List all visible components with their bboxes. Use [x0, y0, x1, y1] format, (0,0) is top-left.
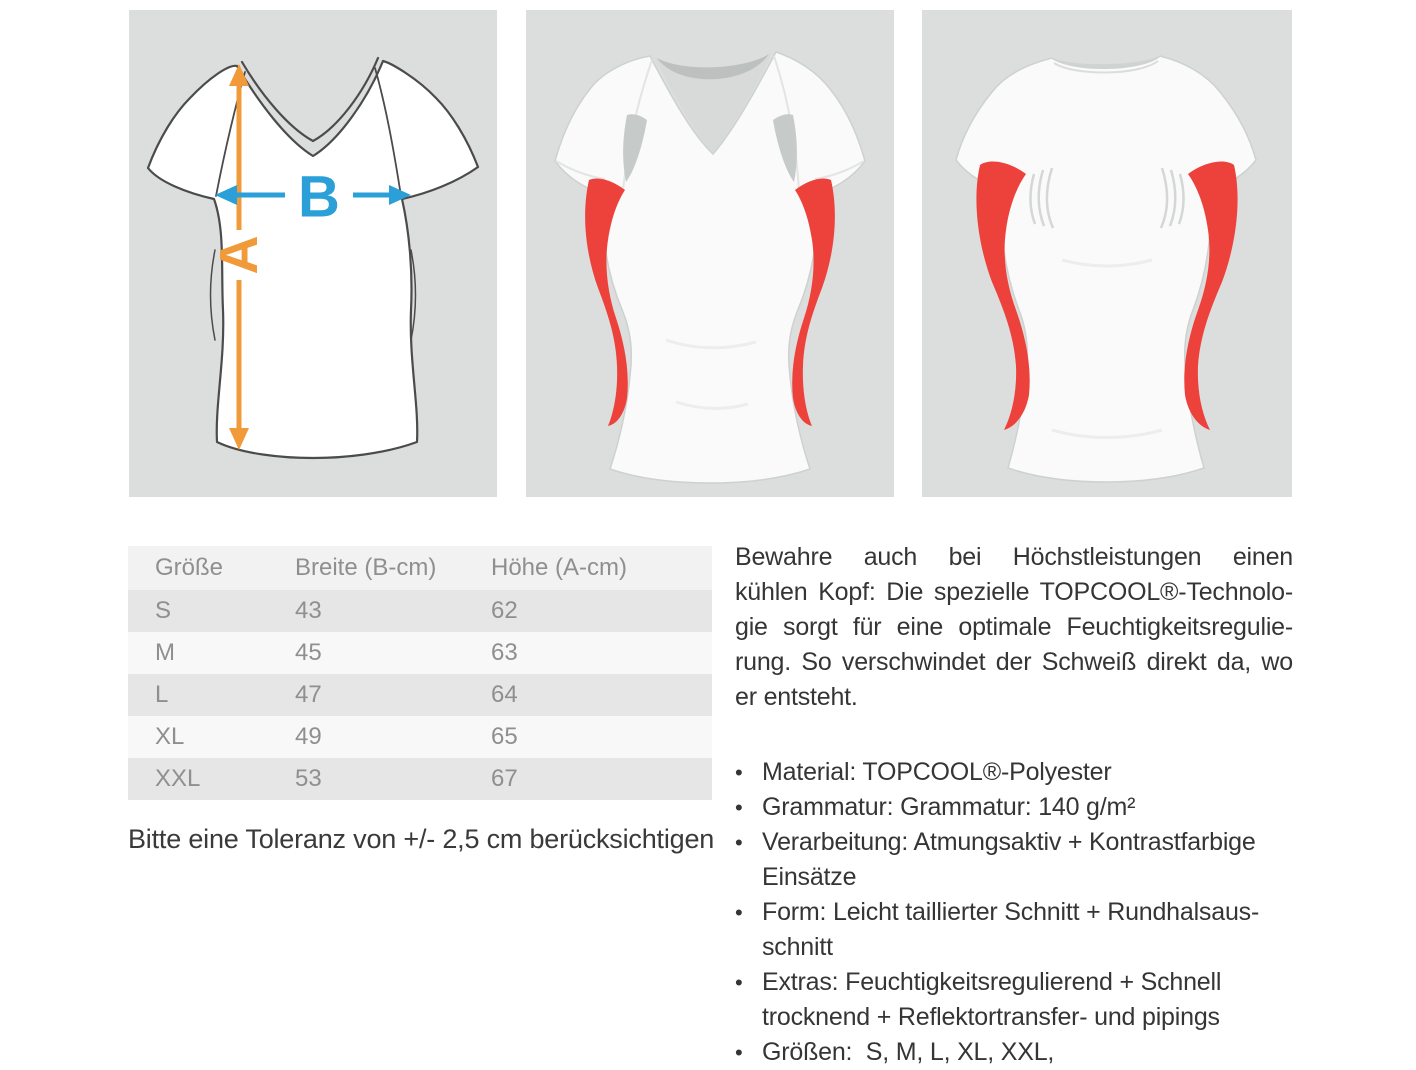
list-item-text: Einsätze	[762, 863, 857, 891]
paragraph-line: rung. So verschwindet der Schweiß direkt da, wo	[735, 648, 1293, 676]
list-item-form	[735, 895, 1293, 965]
bullet-icon: •	[735, 900, 743, 925]
paragraph-line: kühlen Kopf: Die spezielle TOPCOOL®-Technolo-	[735, 578, 1293, 606]
label-a: A	[209, 235, 269, 275]
size-table	[128, 546, 712, 800]
list-item-text: Verarbeitung: Atmungsaktiv + Kontrastfarbige	[762, 828, 1256, 856]
cell-height: 62	[491, 597, 518, 624]
list-item-text: trocknend + Reflektortransfer- und pipings	[762, 1003, 1220, 1031]
bullet-icon: •	[735, 830, 743, 855]
cell-height: 65	[491, 723, 518, 750]
table-row	[128, 632, 712, 674]
shirt-front-drawing	[526, 10, 894, 497]
tolerance-note: Bitte eine Toleranz von +/- 2,5 cm berücksichtigen	[128, 824, 715, 854]
cell-height: 63	[491, 639, 518, 666]
cell-width: 53	[295, 765, 322, 792]
list-item-text: Form: Leicht taillierter Schnitt + Rundhalsaus-	[762, 898, 1260, 926]
feature-list	[735, 755, 1293, 1070]
product-description	[735, 540, 1293, 1070]
cell-size: XL	[155, 723, 185, 750]
description-paragraph	[735, 540, 1293, 715]
bullet-icon: •	[735, 760, 743, 785]
cell-height: 67	[491, 765, 518, 792]
size-diagram-image	[129, 10, 497, 497]
cell-width: 45	[295, 639, 322, 666]
paragraph-line: gie sorgt für eine optimale Feuchtigkeitsregulie-	[735, 613, 1293, 641]
list-item-text: Grammatur: Grammatur: 140 g/m²	[762, 793, 1136, 821]
shirt-back-drawing	[922, 10, 1292, 497]
cell-width: 43	[295, 597, 322, 624]
cell-size: M	[155, 639, 175, 666]
bullet-icon: •	[735, 970, 743, 995]
paragraph-line: er entsteht.	[735, 683, 858, 711]
cell-width: 49	[295, 723, 322, 750]
label-b: B	[298, 164, 340, 230]
cell-size: L	[155, 681, 169, 708]
shirt-back-image	[922, 10, 1292, 497]
table-row	[128, 758, 712, 800]
column-header-size: Größe	[155, 554, 224, 581]
list-item-verarbeitung	[735, 825, 1293, 895]
list-item-grammatur	[735, 790, 1293, 825]
table-row	[128, 590, 712, 632]
table-row	[128, 674, 712, 716]
bullet-icon: •	[735, 1040, 743, 1065]
table-row	[128, 716, 712, 758]
list-item-material	[735, 755, 1293, 790]
list-item-groessen	[735, 1035, 1293, 1070]
cell-size: S	[155, 597, 172, 624]
list-item-text: Extras: Feuchtigkeitsregulierend + Schnell	[762, 968, 1222, 996]
list-item-text: Material: TOPCOOL®-Polyester	[762, 758, 1112, 786]
list-item-text: Größen: S, M, L, XL, XXL,	[762, 1038, 1055, 1066]
column-header-width: Breite (B-cm)	[295, 554, 437, 581]
paragraph-line: Bewahre auch bei Höchstleistungen einen	[735, 543, 1293, 571]
column-header-height: Höhe (A-cm)	[491, 554, 628, 581]
list-item-text: schnitt	[762, 933, 833, 961]
cell-width: 47	[295, 681, 322, 708]
bullet-icon: •	[735, 795, 743, 820]
size-diagram-drawing	[129, 10, 497, 497]
list-item-extras	[735, 965, 1293, 1035]
cell-size: XXL	[155, 765, 201, 792]
shirt-front-image	[526, 10, 894, 497]
cell-height: 64	[491, 681, 518, 708]
size-table-header-row	[128, 546, 712, 590]
